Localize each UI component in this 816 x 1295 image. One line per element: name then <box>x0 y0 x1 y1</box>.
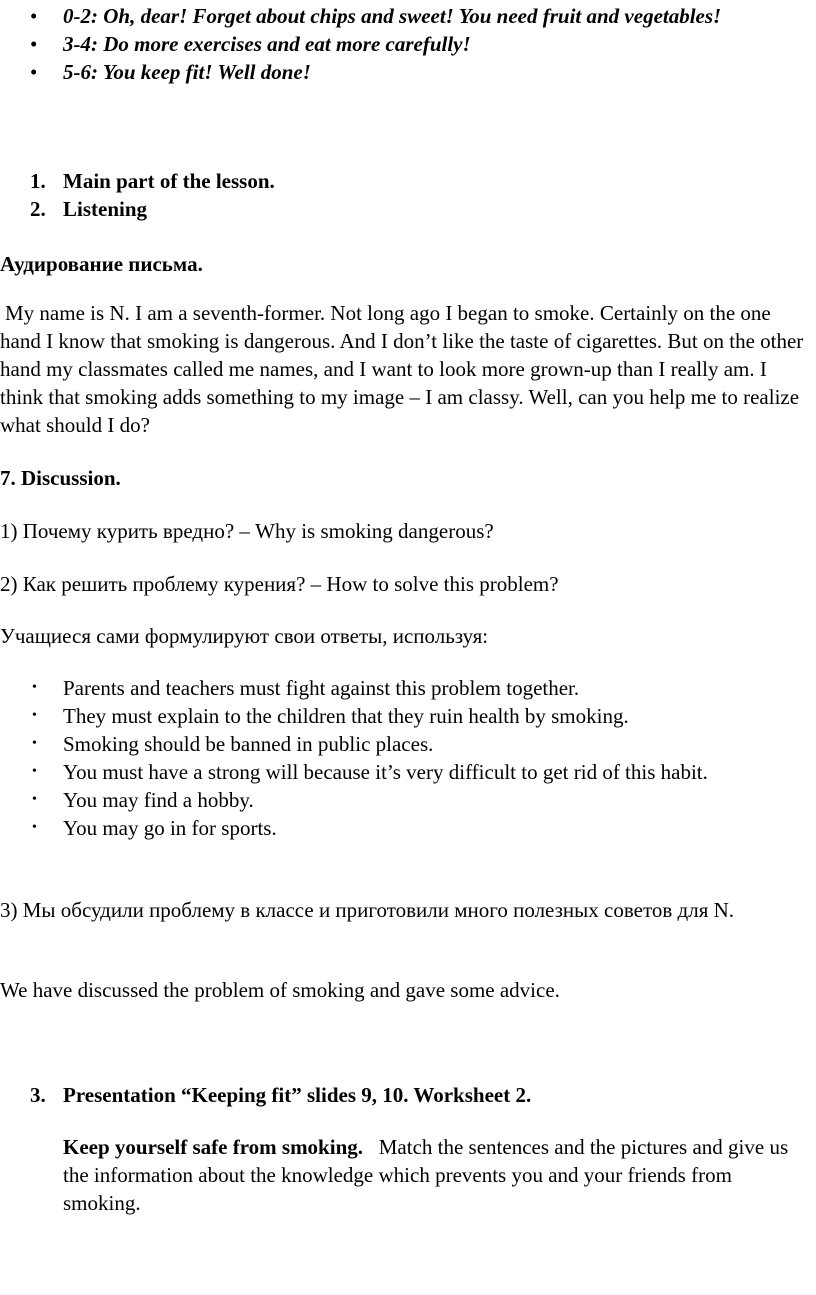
summary-text: We have discussed the problem of smoking and gave some advice. <box>0 978 560 1002</box>
list-item: • They must explain to the children that they ruin health by smoking. <box>32 704 629 728</box>
list-item: 1. Main part of the lesson. <box>30 169 275 193</box>
question-1: 1) Почему курить вредно? – Why is smoking dangerous? <box>0 519 494 543</box>
question-3: 3) Мы обсудили проблему в классе и приготовили много полезных советов для N. <box>0 898 735 922</box>
bullet-icon: • <box>32 820 37 835</box>
lesson-steps <box>0 167 810 223</box>
list-item: • 0-2: Oh, dear! Forget about chips and sweet! You need fruit and vegetables! <box>30 4 722 28</box>
presentation-title: Presentation “Keeping fit” slides 9, 10. Worksheet 2. <box>63 1083 532 1107</box>
bullet-icon: • <box>32 708 37 723</box>
discussion-heading: 7. Discussion. <box>0 466 121 490</box>
students-intro: Учащиеся сами формулируют свои ответы, используя: <box>0 624 489 648</box>
list-item: • Parents and teachers must fight against this problem together. <box>32 676 580 700</box>
bullet-icon: • <box>30 32 38 56</box>
list-item: 3. Presentation “Keeping fit” slides 9, 10. Worksheet 2. Keep yourself safe from smoking. Match the sentences and the pictures and give us the information about the knowledge which prevents you and your friends from smoking. <box>0 1081 810 1217</box>
listening-heading: Аудирование письма. <box>0 252 203 276</box>
letter-text: My name is N. I am a seventh-former. Not long ago I began to smoke. Certainly on the one hand I know that smoking is dangerous. And I don’t like the taste of cigarettes. But on the other hand my classmates called me names, and I want to look more grown-up than I really am. I think that smoking adds something to my image – I am classy. Well, can you help me to realize what should I do? <box>0 301 804 437</box>
bullet-icon: • <box>32 736 37 751</box>
bullet-icon: • <box>32 764 37 779</box>
bullet-icon: • <box>32 792 37 807</box>
presentation-task: Keep yourself safe from smoking. Match the sentences and the pictures and give us the information about the knowledge which prevents you and your friends from smoking. <box>63 1135 794 1215</box>
score-list <box>0 2 810 86</box>
bullet-icon: • <box>32 680 37 695</box>
list-item: 2. Listening <box>30 197 148 221</box>
list-item: • 5-6: You keep fit! Well done! <box>30 60 311 84</box>
question-2: 2) Как решить проблему курения? – How to solve this problem? <box>0 572 559 596</box>
bullet-icon: • <box>30 4 38 28</box>
answers-list <box>0 674 810 842</box>
bullet-icon: • <box>30 60 38 84</box>
list-item: • You may go in for sports. <box>32 816 277 840</box>
presentation-section <box>0 1081 810 1217</box>
list-item: • Smoking should be banned in public places. <box>32 732 434 756</box>
list-item: • 3-4: Do more exercises and eat more carefully! <box>30 32 471 56</box>
list-item: • You must have a strong will because it’s very difficult to get rid of this habit. <box>32 760 708 784</box>
list-item: • You may find a hobby. <box>32 788 254 812</box>
